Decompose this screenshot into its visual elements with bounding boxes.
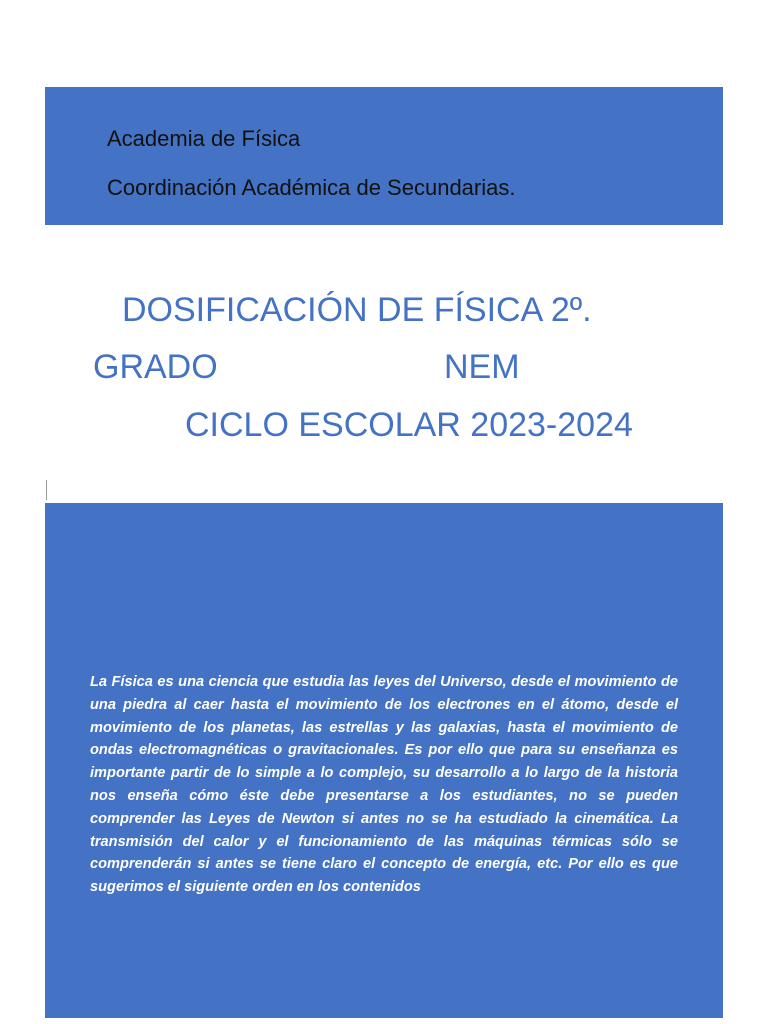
- document-title-line1: DOSIFICACIÓN DE FÍSICA 2º.: [122, 291, 592, 329]
- document-title-school-year: CICLO ESCOLAR 2023-2024: [185, 406, 633, 444]
- margin-mark: [46, 480, 47, 500]
- document-title-grade: GRADO: [93, 348, 218, 386]
- intro-paragraph: La Física es una ciencia que estudia las leyes del Universo, desde el movimiento de una piedra al caer hasta el movimiento de los electrones en el átomo, desde el movimiento de los planetas, las estrellas y las galaxias, hasta el movimiento de ondas electromagnéticas o gravitacionales. Es por ello que para su enseñanza es importante partir de lo simple a lo complejo, su desarrollo a lo largo de la historia nos enseña cómo éste debe presentarse a los estudiantes, no se pueden comprender las Leyes de Newton si antes no se ha estudiado la cinemática. La transmisión del calor y el funcionamiento de las máquinas térmicas sólo se comprenderán si antes se tiene claro el concepto de energía, etc. Por ello es que sugerimos el siguiente orden en los contenidos: [90, 674, 678, 896]
- coordination-name: Coordinación Académica de Secundarias.: [107, 175, 516, 200]
- header-banner: [45, 87, 723, 225]
- document-title-nem: NEM: [444, 348, 520, 386]
- intro-box: [45, 503, 723, 1018]
- academy-name: Academia de Física: [107, 126, 301, 151]
